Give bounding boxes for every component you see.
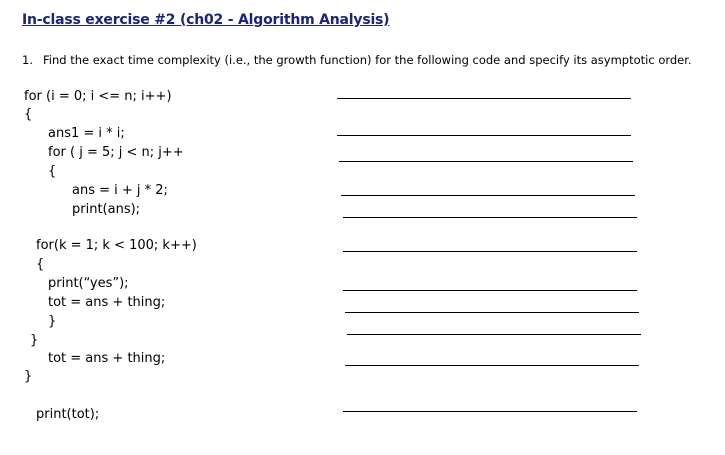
code-line-7: print(ans); <box>72 202 141 217</box>
code-line-9: { <box>36 257 45 272</box>
question-number: 1. <box>22 53 33 67</box>
code-line-6: ans = i + j * 2; <box>72 183 168 198</box>
code-line-1: for (i = 0; i <= n; i++) <box>24 89 172 104</box>
answer-blank-3[interactable] <box>339 161 633 162</box>
code-line-8: for(k = 1; k < 100; k++) <box>36 238 197 253</box>
code-line-16: print(tot); <box>36 407 100 422</box>
answer-blank-1[interactable] <box>337 98 631 99</box>
code-line-12: } <box>48 314 57 329</box>
code-line-14: tot = ans + thing; <box>48 351 166 366</box>
code-line-2: { <box>24 107 33 122</box>
code-line-11: tot = ans + thing; <box>48 295 166 310</box>
code-line-15: } <box>24 369 33 384</box>
answer-blank-9[interactable] <box>347 334 641 335</box>
answer-blank-2[interactable] <box>337 135 631 136</box>
answer-blank-11[interactable] <box>343 411 637 412</box>
answer-blank-4[interactable] <box>341 195 635 196</box>
question-text: Find the exact time complexity (i.e., the growth function) for the following code and specify its asymptotic order. <box>42 53 692 67</box>
answer-blank-8[interactable] <box>345 312 639 313</box>
answer-blank-6[interactable] <box>343 251 637 252</box>
exercise-title: In-class exercise #2 (ch02 - Algorithm Analysis) <box>22 12 390 28</box>
code-line-10: print(“yes”); <box>48 276 129 291</box>
code-line-4: for ( j = 5; j < n; j++ <box>48 145 184 160</box>
code-line-13: } <box>30 333 39 348</box>
answer-blank-7[interactable] <box>343 290 637 291</box>
code-line-3: ans1 = i * i; <box>48 126 125 141</box>
answer-blank-10[interactable] <box>345 365 639 366</box>
question-1 <box>22 53 692 67</box>
code-line-5: { <box>48 164 57 179</box>
answer-blank-5[interactable] <box>343 217 637 218</box>
